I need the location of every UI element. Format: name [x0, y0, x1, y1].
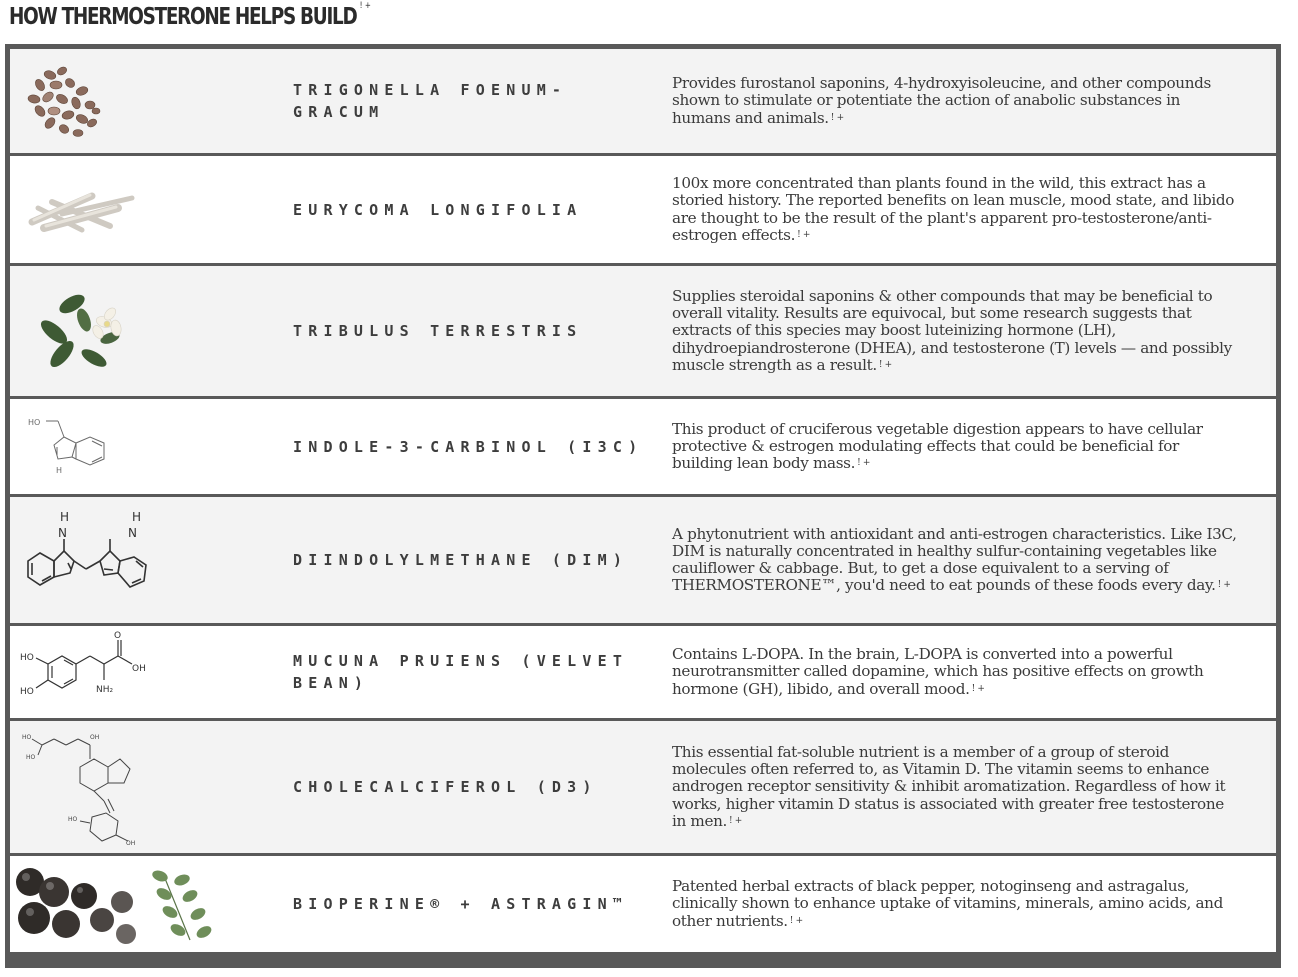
ingredient-row-tribulus [10, 266, 1276, 396]
svg-text:H: H [132, 510, 142, 524]
ingredient-description: Provides furostanol saponins, 4-hydroxyisoleucine, and other compounds shown to stimulate or potentiate the action of anabolic substances in humans and animals. ! + [672, 74, 1211, 127]
ingredient-name: INDOLE-3-CARBINOL (I3C) [293, 437, 644, 456]
svg-text:N: N [58, 526, 67, 540]
ingredient-description: This product of cruciferous vegetable digestion appears to have cellular protective & estrogen modulating effects that could be beneficial for building lean body mass. ! + [672, 419, 1203, 473]
tribulus-plant-icon [10, 266, 270, 396]
ingredient-name: MUCUNA PRUIENS (VELVET BEAN) [293, 652, 629, 692]
black-pepper-and-leaves-icon [10, 856, 270, 952]
ingredient-name: TRIBULUS TERRESTRIS [293, 322, 583, 340]
svg-text:HO: HO [20, 653, 34, 663]
ingredient-description: Patented herbal extracts of black pepper, notoginseng and astragalus, clinically shown to enhance uptake of vitamins, minerals, amino acids, and other nutrients. ! + [672, 877, 1223, 930]
ingredient-row-eurycoma [10, 156, 1276, 263]
svg-text:OH: OH [126, 840, 136, 847]
svg-text:HO: HO [26, 754, 36, 761]
ingredients-table [5, 44, 1281, 968]
svg-text:HO: HO [28, 418, 41, 427]
svg-text:NH₂: NH₂ [96, 685, 114, 695]
page-title [9, 1, 371, 30]
fenugreek-seeds-icon [10, 49, 270, 153]
svg-text:HO: HO [68, 816, 78, 823]
title-footnote-mark: ! + [359, 1, 371, 11]
ingredient-description: Contains L-DOPA. In the brain, L-DOPA is converted into a powerful neurotransmitter called dopamine, which has positive effects on growth hormone (GH), libido, and overall mood. ! + [672, 645, 1204, 698]
ingredient-name: EURYCOMA LONGIFOLIA [293, 200, 583, 219]
svg-text:OH: OH [90, 734, 100, 741]
ingredient-description: A phytonutrient with antioxidant and anti-estrogen characteristics. Like I3C, DIM is naturally concentrated in healthy sulfur-containing vegetables like cauliflower & cabbage. But, to get a dose equivalent to a serving of THERMOSTERONE™, you'd need to eat pounds of these foods every day. ! + [672, 524, 1237, 595]
ingredient-row-bioperine-astragin [10, 856, 1276, 952]
ingredient-name: TRIGONELLA FOENUM-GRACUM [293, 81, 568, 121]
svg-text:H: H [56, 466, 63, 475]
ingredient-row-i3c [10, 399, 1276, 494]
ingredient-name: DIINDOLYLMETHANE (DIM) [293, 551, 629, 569]
ingredient-row-mucuna [10, 626, 1276, 718]
root-sticks-icon [10, 156, 270, 263]
indole-3-carbinol-structure-icon [10, 399, 270, 494]
page-title-text: HOW THERMOSTERONE HELPS BUILD [9, 4, 357, 30]
l-dopa-structure-icon [10, 626, 270, 718]
ingredient-row-trigonella [10, 49, 1276, 153]
diindolylmethane-structure-icon [10, 497, 270, 623]
svg-text:HO: HO [22, 734, 32, 741]
ingredient-name: CHOLECALCIFEROL (D3) [293, 778, 598, 796]
ingredient-description: Supplies steroidal saponins & other compounds that may be beneficial to overall vitality. Results are equivocal, but some research suggests that extracts of this species may boost luteinizing hormone (LH), dihydroepiandrosterone (DHEA), and testosterone (T) levels — and possibly muscle strength as a result. ! + [672, 286, 1232, 374]
svg-text:O: O [114, 631, 122, 641]
svg-text:OH: OH [132, 664, 146, 674]
ingredient-row-dim [10, 497, 1276, 623]
svg-text:N: N [128, 526, 137, 540]
svg-text:HO: HO [20, 687, 34, 697]
ingredient-description: 100x more concentrated than plants found in the wild, this extract has a storied history. The reported benefits on lean muscle, mood state, and libido are thought to be the result of the plant's apparent pro-testosterone/anti-estrogen effects. ! + [672, 174, 1235, 244]
vitamin-d3-structure-icon [10, 721, 270, 853]
ingredient-name: BIOPERINE® + ASTRAGIN™ [293, 895, 629, 913]
svg-text:H: H [60, 510, 70, 524]
ingredient-row-cholecalciferol [10, 721, 1276, 853]
ingredient-description: This essential fat-soluble nutrient is a member of a group of steroid molecules often referred to, as Vitamin D. The vitamin seems to enhance androgen receptor sensitivity & inhibit aromatization. Regardless of how it works, higher vitamin D status is associated with greater free testosterone in men. ! + [672, 742, 1226, 830]
